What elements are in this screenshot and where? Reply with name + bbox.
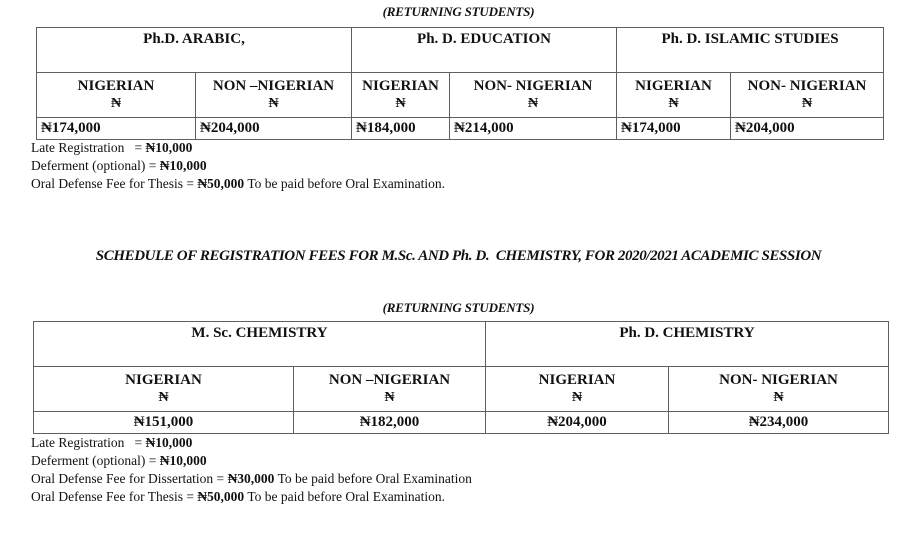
column-header-label: NIGERIAN (77, 78, 155, 94)
column-header-non-nigerian (669, 367, 889, 412)
fee-value-cell: ₦204,000 (486, 412, 669, 434)
table1-fee-value-row (37, 118, 884, 140)
naira-symbol: ₦ (384, 390, 395, 405)
fees-table-arts-education-islamic (36, 27, 884, 140)
fee-value-cell: ₦214,000 (450, 118, 617, 140)
note-suffix: To be paid before Oral Examination (274, 471, 472, 486)
note-text: Deferment (optional) = (31, 158, 160, 173)
column-header-nigerian (352, 73, 450, 118)
column-header-label: NIGERIAN (362, 78, 439, 94)
fee-value-cell: ₦174,000 (37, 118, 196, 140)
column-header-label: NON –NIGERIAN (212, 78, 335, 94)
note-suffix: To be paid before Oral Examination. (244, 176, 446, 191)
column-header-nigerian (34, 367, 294, 412)
table1-group-header-row (37, 28, 884, 73)
naira-symbol: ₦ (395, 96, 406, 111)
table1-column-header-row (37, 73, 884, 118)
column-header-label: NIGERIAN (538, 372, 616, 388)
column-header-non-nigerian (196, 73, 352, 118)
note-amount: ₦50,000 (197, 489, 245, 504)
column-header-label: NIGERIAN (635, 78, 712, 94)
fee-value-cell: ₦184,000 (352, 118, 450, 140)
fees-notes-block-2 (31, 434, 472, 506)
note-late-registration (31, 139, 445, 157)
group-header-phd-education: Ph. D. EDUCATION (352, 28, 617, 73)
naira-symbol: ₦ (110, 96, 122, 111)
note-deferment (31, 452, 472, 470)
column-header-label: NON- NIGERIAN (747, 78, 867, 94)
note-oral-defense-thesis (31, 175, 445, 193)
group-header-msc-chemistry: M. Sc. CHEMISTRY (34, 322, 486, 367)
fees-table-chemistry (33, 321, 889, 434)
column-header-non-nigerian (294, 367, 486, 412)
table2-group-header-row (34, 322, 889, 367)
fees-notes-block-1 (31, 139, 445, 193)
column-header-non-nigerian (731, 73, 884, 118)
naira-symbol: ₦ (158, 390, 169, 405)
fee-value-cell: ₦151,000 (34, 412, 294, 434)
note-amount: ₦10,000 (145, 140, 193, 155)
note-text: Deferment (optional) = (31, 453, 160, 468)
note-amount: ₦30,000 (227, 471, 275, 486)
note-amount: ₦10,000 (159, 453, 207, 468)
note-suffix: To be paid before Oral Examination. (244, 489, 446, 504)
naira-symbol: ₦ (527, 96, 539, 111)
returning-students-note-2: (RETURNING STUDENTS) (382, 300, 535, 315)
fee-value-cell: ₦174,000 (617, 118, 731, 140)
group-header-phd-chemistry: Ph. D. CHEMISTRY (486, 322, 889, 367)
note-late-registration (31, 434, 472, 452)
column-header-label: NON- NIGERIAN (473, 78, 593, 94)
note-text: Late Registration = (31, 435, 146, 450)
column-header-label: NON –NIGERIAN (328, 372, 451, 388)
group-header-phd-arabic: Ph.D. ARABIC, (37, 28, 352, 73)
naira-symbol: ₦ (801, 96, 813, 111)
column-header-label: NIGERIAN (125, 372, 202, 388)
note-text: Late Registration = (31, 140, 146, 155)
returning-students-note-top: (RETURNING STUDENTS) (382, 4, 535, 19)
note-text: Oral Defense Fee for Dissertation = (31, 471, 228, 486)
naira-symbol: ₦ (773, 390, 784, 405)
schedule-heading: SCHEDULE OF REGISTRATION FEES FOR M.Sc. AND Ph. D. CHEMISTRY, FOR 2020/2021 ACADEMIC SESSION (95, 248, 822, 264)
note-amount: ₦50,000 (197, 176, 245, 191)
note-amount: ₦10,000 (159, 158, 207, 173)
fee-value-cell: ₦182,000 (294, 412, 486, 434)
table2-column-header-row (34, 367, 889, 412)
column-header-non-nigerian (450, 73, 617, 118)
note-text: Oral Defense Fee for Thesis = (31, 176, 198, 191)
naira-symbol: ₦ (571, 390, 583, 405)
column-header-nigerian (486, 367, 669, 412)
table2-fee-value-row (34, 412, 889, 434)
fee-value-cell: ₦234,000 (669, 412, 889, 434)
naira-symbol: ₦ (668, 96, 679, 111)
column-header-label: NON- NIGERIAN (719, 372, 838, 388)
fee-value-cell: ₦204,000 (731, 118, 884, 140)
fee-value-cell: ₦204,000 (196, 118, 352, 140)
note-amount: ₦10,000 (145, 435, 193, 450)
column-header-nigerian (617, 73, 731, 118)
naira-symbol: ₦ (268, 96, 279, 111)
group-header-phd-islamic-studies: Ph. D. ISLAMIC STUDIES (617, 28, 884, 73)
note-deferment (31, 157, 445, 175)
column-header-nigerian (37, 73, 196, 118)
note-text: Oral Defense Fee for Thesis = (31, 489, 198, 504)
note-oral-defense-dissertation (31, 470, 472, 488)
note-oral-defense-thesis (31, 488, 472, 506)
